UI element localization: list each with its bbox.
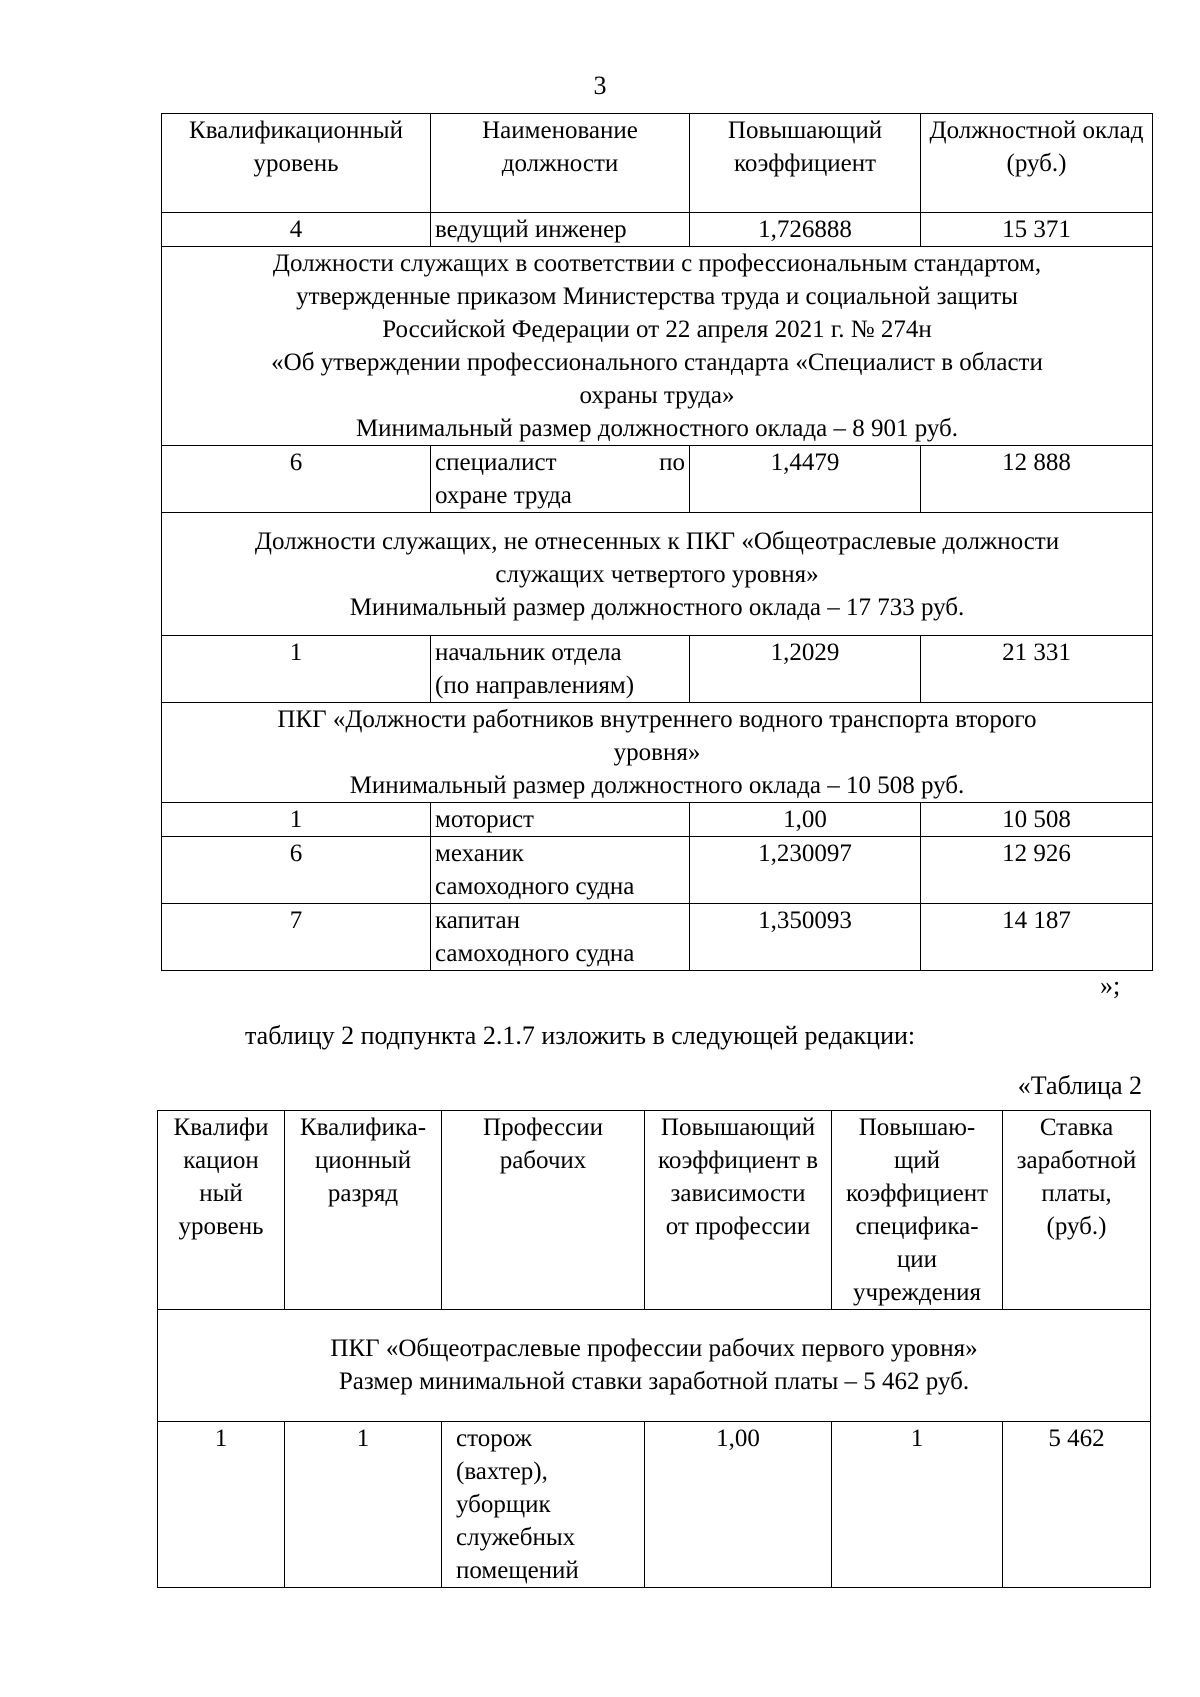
cell-position — [431, 904, 690, 971]
cell-coefficient: 1,350093 — [690, 904, 921, 971]
header-coef-institution — [832, 1111, 1003, 1310]
position-line: капитан — [435, 907, 520, 934]
header-line: ции — [896, 1246, 938, 1273]
amendment-paragraph: таблицу 2 подпункта 2.1.7 изложить в следующей редакции: — [245, 1021, 916, 1050]
section-line: ПКГ «Общеотраслевые профессии рабочих первого уровня» — [330, 1335, 978, 1362]
header-qual-level: Квалификационный уровень — [162, 114, 431, 213]
cell-coefficient: 1,2029 — [690, 636, 921, 703]
section-line: ПКГ «Должности работников внутреннего водного транспорта второго — [277, 706, 1037, 733]
section-min-salary: Минимальный размер должностного оклада – 10 508 руб. — [349, 772, 965, 799]
section-line: охраны труда» — [579, 382, 735, 409]
table-row — [162, 636, 1153, 703]
section-line: утвержденные приказом Министерства труда и социальной защиты — [296, 283, 1018, 310]
section-row — [162, 513, 1153, 636]
header-line: специфика- — [855, 1213, 979, 1240]
cell-level: 7 — [162, 904, 431, 971]
profession-line: служебных — [456, 1524, 576, 1551]
header-line: рабочих — [499, 1147, 587, 1174]
header-line: Повышаю- — [858, 1114, 976, 1141]
header-line: Повышающий — [660, 1114, 816, 1141]
header-position: Наименование должности — [431, 114, 690, 213]
profession-line: (вахтер), — [456, 1458, 548, 1485]
header-line: коэффициент — [845, 1180, 989, 1207]
header-wage-rate — [1003, 1111, 1151, 1310]
salary-table-1 — [161, 113, 1153, 971]
section-row — [162, 703, 1153, 803]
section-line: уровня» — [613, 739, 701, 766]
header-line: от профессии — [665, 1213, 811, 1240]
cell-coefficient: 1,00 — [690, 803, 921, 837]
header-coef-profession — [645, 1111, 832, 1310]
header-line: кацион — [183, 1147, 259, 1174]
header-line: щий — [893, 1147, 940, 1174]
position-word: специалист — [435, 449, 557, 476]
header-salary: Должностной оклад (руб.) — [921, 114, 1153, 213]
header-line: Ставка — [1039, 1114, 1114, 1141]
closing-quote: »; — [1100, 971, 1121, 1000]
cell-coefficient: 1,4479 — [690, 446, 921, 513]
header-line: уровень — [178, 1213, 264, 1240]
cell-salary: 14 187 — [921, 904, 1153, 971]
table-row — [158, 1422, 1151, 1588]
table-row — [162, 446, 1153, 513]
cell-grade: 1 — [285, 1422, 442, 1588]
section-min-salary: Размер минимальной ставки заработной платы – 5 462 руб. — [338, 1368, 970, 1395]
cell-coef-profession: 1,00 — [645, 1422, 832, 1588]
cell-level: 1 — [158, 1422, 285, 1588]
header-line: ный — [199, 1180, 243, 1207]
table-row — [162, 904, 1153, 971]
profession-line: помещений — [456, 1557, 579, 1584]
table-header-row — [158, 1111, 1151, 1310]
cell-level: 6 — [162, 446, 431, 513]
header-line: Квалифика- — [299, 1114, 427, 1141]
position-line: (по направлениям) — [435, 672, 635, 699]
position-line: самоходного судна — [435, 940, 635, 967]
cell-salary: 12 926 — [921, 837, 1153, 904]
section-line: служащих четвертого уровня» — [495, 561, 819, 588]
position-line: начальник отдела — [435, 639, 622, 666]
position-line: охране труда — [435, 482, 572, 509]
section-line: Должности служащих в соответствии с профессиональным стандартом, — [272, 250, 1042, 277]
section-labor-safety — [162, 247, 1153, 446]
header-professions — [442, 1111, 645, 1310]
cell-coefficient: 1,726888 — [690, 213, 921, 247]
cell-position — [431, 837, 690, 904]
header-line: Квалифи — [173, 1114, 269, 1141]
header-line: разряд — [327, 1180, 399, 1207]
cell-profession — [442, 1422, 645, 1588]
section-water-transport — [162, 703, 1153, 803]
cell-salary: 12 888 — [921, 446, 1153, 513]
position-line: самоходного судна — [435, 873, 635, 900]
section-row — [158, 1310, 1151, 1422]
header-line: зависимости — [670, 1180, 806, 1207]
cell-coefficient: 1,230097 — [690, 837, 921, 904]
profession-line: сторож — [456, 1425, 532, 1452]
header-qual-level — [158, 1111, 285, 1310]
position-line — [435, 446, 685, 479]
cell-position: моторист — [431, 803, 690, 837]
section-row — [162, 247, 1153, 446]
table-header-row — [162, 114, 1153, 213]
header-line: коэффициент в — [657, 1147, 819, 1174]
cell-level: 6 — [162, 837, 431, 904]
cell-salary: 15 371 — [921, 213, 1153, 247]
cell-wage-rate: 5 462 — [1003, 1422, 1151, 1588]
section-line: Российской Федерации от 22 апреля 2021 г. № 274н — [382, 316, 932, 343]
header-line: учреждения — [852, 1279, 981, 1306]
cell-level: 1 — [162, 803, 431, 837]
section-min-salary: Минимальный размер должностного оклада – 17 733 руб. — [349, 594, 965, 621]
header-coefficient: Повышающий коэффициент — [690, 114, 921, 213]
header-line: платы, — [1041, 1180, 1112, 1207]
section-workers-pkg — [158, 1310, 1151, 1422]
section-line: «Об утверждении профессионального стандарта «Специалист в области — [271, 349, 1043, 376]
section-line: Должности служащих, не отнесенных к ПКГ «Общеотраслевые должности — [254, 528, 1060, 555]
cell-salary: 10 508 — [921, 803, 1153, 837]
profession-line: уборщик — [456, 1491, 551, 1518]
cell-coef-institution: 1 — [832, 1422, 1003, 1588]
header-line: (руб.) — [1046, 1213, 1107, 1240]
section-not-pkg — [162, 513, 1153, 636]
cell-level: 4 — [162, 213, 431, 247]
section-min-salary: Минимальный размер должностного оклада – 8 901 руб. — [355, 415, 959, 442]
header-line: заработной — [1016, 1147, 1137, 1174]
position-line: механик — [435, 840, 524, 867]
salary-table-2 — [157, 1110, 1151, 1588]
table-row — [162, 803, 1153, 837]
header-grade — [285, 1111, 442, 1310]
page-number: 3 — [593, 71, 607, 100]
position-word: по — [659, 449, 685, 476]
cell-position — [431, 636, 690, 703]
table-row — [162, 213, 1153, 247]
header-line: Профессии — [483, 1114, 603, 1141]
cell-position: ведущий инженер — [431, 213, 690, 247]
table2-caption: «Таблица 2 — [1017, 1071, 1142, 1100]
header-line: ционный — [314, 1147, 412, 1174]
table-row — [162, 837, 1153, 904]
cell-salary: 21 331 — [921, 636, 1153, 703]
cell-level: 1 — [162, 636, 431, 703]
cell-position — [431, 446, 690, 513]
